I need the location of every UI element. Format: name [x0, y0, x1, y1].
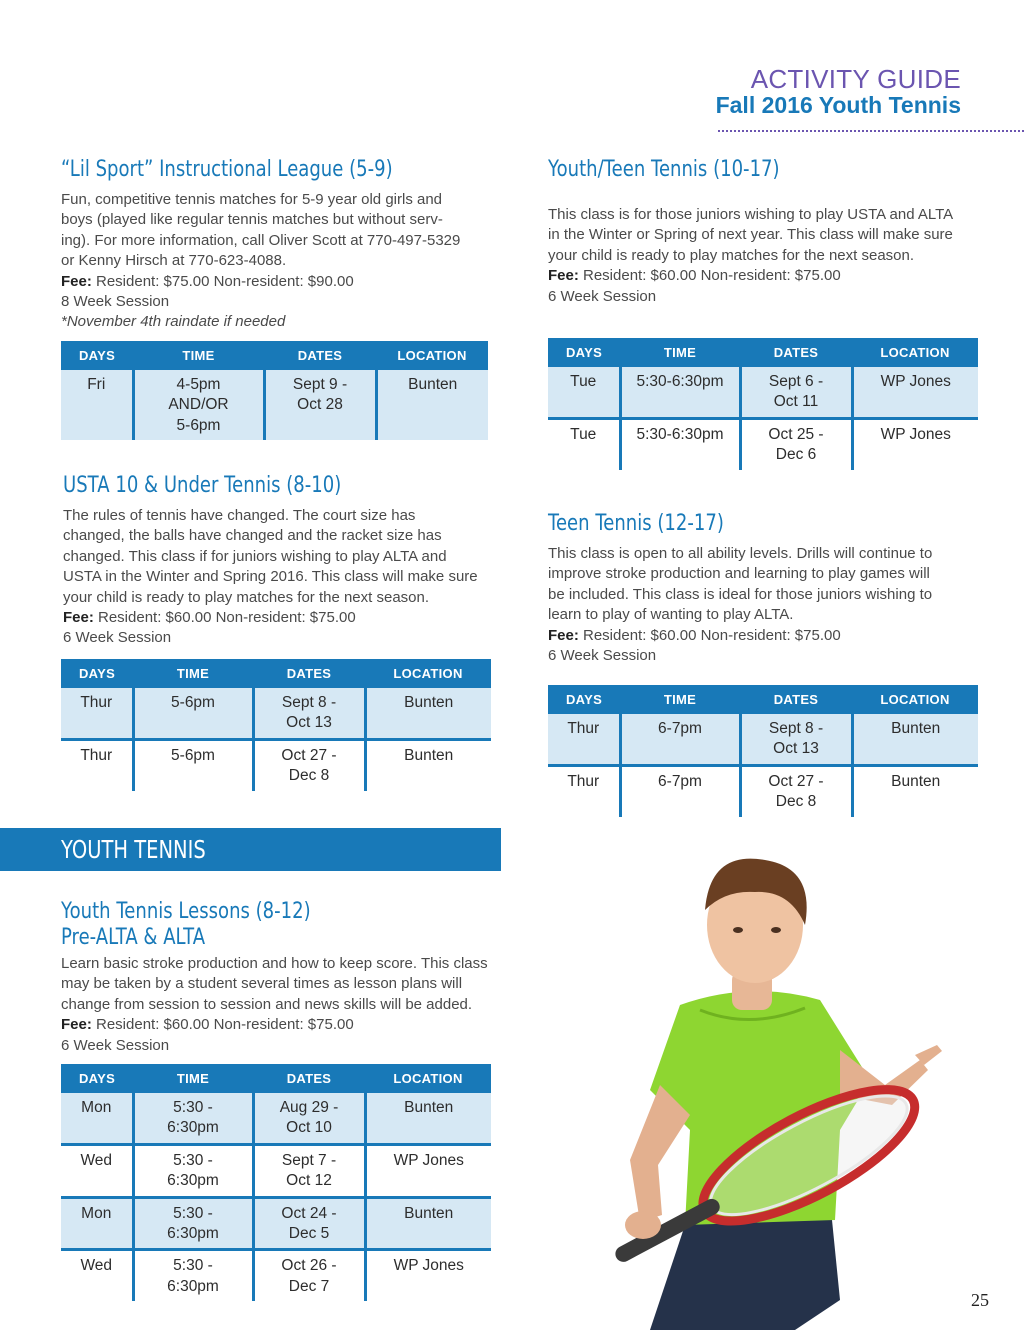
raindate-note: *November 4th raindate if needed — [61, 313, 286, 331]
cell-time: 6-7pm — [620, 765, 740, 816]
column-header: TIME — [133, 659, 253, 688]
cell-dates: Oct 27 - Dec 8 — [740, 765, 852, 816]
table-row — [61, 739, 491, 790]
youth-teen-schedule-table — [548, 338, 978, 470]
column-header: TIME — [620, 685, 740, 714]
column-header: DAYS — [548, 338, 620, 367]
table-header-row — [548, 685, 978, 714]
fee-line: Fee: Resident: $60.00 Non-resident: $75.00 — [548, 267, 841, 285]
column-header: DATES — [253, 1064, 365, 1093]
table-row — [61, 688, 491, 739]
column-header: DATES — [740, 685, 852, 714]
table-header-row — [61, 1064, 491, 1093]
session-length: 6 Week Session — [63, 629, 172, 647]
cell-location: WP Jones — [852, 418, 978, 469]
guide-subtitle: Fall 2016 Youth Tennis — [715, 92, 961, 118]
usta10-description: The rules of tennis have changed. The court size has changed, the balls have changed and the racket size has changed. This class if for juniors wishing to play ALTA and USTA in the Winter and Spring 2016. This class will make sure your child is ready to play matches for the next season. Fee: Resident: $60.00 Non-resident: $75.00 6 Week Session — [63, 506, 513, 649]
table-header-row — [61, 659, 491, 688]
cell-days: Fri — [61, 370, 133, 440]
cell-days: Wed — [61, 1144, 133, 1197]
cell-dates: Oct 27 - Dec 8 — [253, 739, 365, 790]
teen-description: This class is open to all ability levels. Drills will continue to improve stroke production and learning to play games will be included. This class is ideal for those juniors wishing to learn to play of wanting to play ALTA. Fee: Resident: $60.00 Non-resident: $75.00 6 Week Session — [548, 544, 998, 666]
session-length: 6 Week Session — [548, 647, 657, 665]
cell-dates: Sept 8 - Oct 13 — [740, 714, 852, 765]
guide-title: ACTIVITY GUIDE — [750, 64, 961, 94]
cell-days: Mon — [61, 1093, 133, 1144]
tennis-player-photo — [540, 830, 980, 1330]
table-row — [548, 418, 978, 469]
lessons-schedule-table — [61, 1064, 491, 1301]
cell-time: 5:30 - 6:30pm — [133, 1093, 253, 1144]
cell-location: Bunten — [852, 765, 978, 816]
cell-time: 5:30 - 6:30pm — [133, 1197, 253, 1250]
column-header: DAYS — [61, 1064, 133, 1093]
column-header: DATES — [740, 338, 852, 367]
lil-sport-schedule-table — [61, 341, 488, 440]
cell-time: 5:30 - 6:30pm — [133, 1250, 253, 1301]
session-length: 6 Week Session — [61, 1036, 170, 1054]
cell-dates: Sept 7 - Oct 12 — [253, 1144, 365, 1197]
lessons-title: Youth Tennis Lessons (8-12) — [61, 899, 311, 924]
cell-time: 4-5pm AND/OR 5-6pm — [133, 370, 264, 440]
column-header: DAYS — [61, 341, 133, 370]
cell-dates: Oct 24 - Dec 5 — [253, 1197, 365, 1250]
cell-location: WP Jones — [852, 367, 978, 418]
session-length: 8 Week Session — [61, 293, 170, 311]
cell-location: Bunten — [365, 1093, 491, 1144]
lil-sport-title: “Lil Sport” Instructional League (5-9) — [61, 157, 393, 182]
usta10-schedule-table — [61, 659, 491, 791]
fee-line: Fee: Resident: $75.00 Non-resident: $90.00 — [61, 272, 354, 290]
column-header: TIME — [133, 341, 264, 370]
lessons-subtitle: Pre-ALTA & ALTA — [61, 925, 206, 950]
cell-time: 6-7pm — [620, 714, 740, 765]
cell-days: Mon — [61, 1197, 133, 1250]
table-row — [548, 367, 978, 418]
cell-dates: Sept 6 - Oct 11 — [740, 367, 852, 418]
cell-time: 5-6pm — [133, 739, 253, 790]
fee-line: Fee: Resident: $60.00 Non-resident: $75.00 — [548, 626, 841, 644]
table-row — [61, 1250, 491, 1301]
cell-days: Thur — [61, 688, 133, 739]
column-header: DAYS — [61, 659, 133, 688]
cell-dates: Oct 26 - Dec 7 — [253, 1250, 365, 1301]
youth-tennis-banner — [0, 828, 501, 871]
table-row — [61, 1144, 491, 1197]
cell-time: 5-6pm — [133, 688, 253, 739]
cell-days: Thur — [548, 714, 620, 765]
header-divider — [718, 130, 1024, 132]
table-header-row — [61, 341, 488, 370]
cell-days: Thur — [567, 772, 600, 790]
fee-line: Fee: Resident: $60.00 Non-resident: $75.00 — [61, 1016, 354, 1034]
column-header: LOCATION — [365, 659, 491, 688]
usta10-title: USTA 10 & Under Tennis (8-10) — [63, 473, 342, 498]
cell-location: Bunten — [365, 688, 491, 739]
cell-location: Bunten — [376, 370, 488, 440]
table-row — [61, 370, 488, 440]
column-header: LOCATION — [852, 685, 978, 714]
cell-days: Thur — [80, 746, 113, 764]
cell-dates: Aug 29 - Oct 10 — [253, 1093, 365, 1144]
teen-title: Teen Tennis (12-17) — [548, 511, 724, 536]
cell-time: 5:30-6:30pm — [620, 367, 740, 418]
table-row — [548, 714, 978, 765]
teen-schedule-table — [548, 685, 978, 817]
column-header: TIME — [620, 338, 740, 367]
table-row — [548, 765, 978, 816]
column-header: DATES — [253, 659, 365, 688]
lil-sport-description: Fun, competitive tennis matches for 5-9 year old girls and boys (played like regular tennis matches but without serv- ing). For more information, call Oliver Scott at 770-497-5329 or Kenny Hirsch at 770-623-4088. Fee: Resident: $75.00 Non-resident: $90.00 8 Week Session *November 4th raindate if needed — [61, 190, 511, 333]
column-header: DAYS — [548, 685, 620, 714]
cell-time: 5:30-6:30pm — [620, 418, 740, 469]
column-header: LOCATION — [376, 341, 488, 370]
cell-days: Wed — [80, 1257, 113, 1275]
cell-location: WP Jones — [365, 1250, 491, 1301]
cell-dates: Sept 8 - Oct 13 — [253, 688, 365, 739]
column-header: DATES — [264, 341, 376, 370]
cell-days: Tue — [570, 425, 597, 443]
table-header-row — [548, 338, 978, 367]
youth-teen-title: Youth/Teen Tennis (10-17) — [548, 157, 780, 182]
cell-dates: Oct 25 - Dec 6 — [740, 418, 852, 469]
lessons-description: Learn basic stroke production and how to keep score. This class may be taken by a student several times as lesson plans will change from session to session and news skills will be added. Fee: Resident: $60.00 Non-resident: $75.00 6 Week Session — [61, 954, 511, 1056]
column-header: TIME — [133, 1064, 253, 1093]
youth-teen-description: This class is for those juniors wishing to play USTA and ALTA in the Winter or Spring of next year. This class will make sure your child is ready to play matches for the next season. Fee: Resident: $60.00 Non-resident: $75.00 6 Week Session — [548, 205, 998, 307]
banner-label: YOUTH TENNIS — [61, 835, 206, 864]
cell-time: 5:30 - 6:30pm — [133, 1144, 253, 1197]
page-number: 25 — [971, 1290, 989, 1310]
column-header: LOCATION — [365, 1064, 491, 1093]
session-length: 6 Week Session — [548, 287, 657, 305]
cell-days: Tue — [548, 367, 620, 418]
table-row — [61, 1093, 491, 1144]
cell-location: Bunten — [365, 1197, 491, 1250]
table-row — [61, 1197, 491, 1250]
fee-line: Fee: Resident: $60.00 Non-resident: $75.00 — [63, 609, 356, 627]
cell-location: WP Jones — [365, 1144, 491, 1197]
column-header: LOCATION — [852, 338, 978, 367]
cell-location: Bunten — [852, 714, 978, 765]
cell-location: Bunten — [365, 739, 491, 790]
cell-dates: Sept 9 - Oct 28 — [264, 370, 376, 440]
